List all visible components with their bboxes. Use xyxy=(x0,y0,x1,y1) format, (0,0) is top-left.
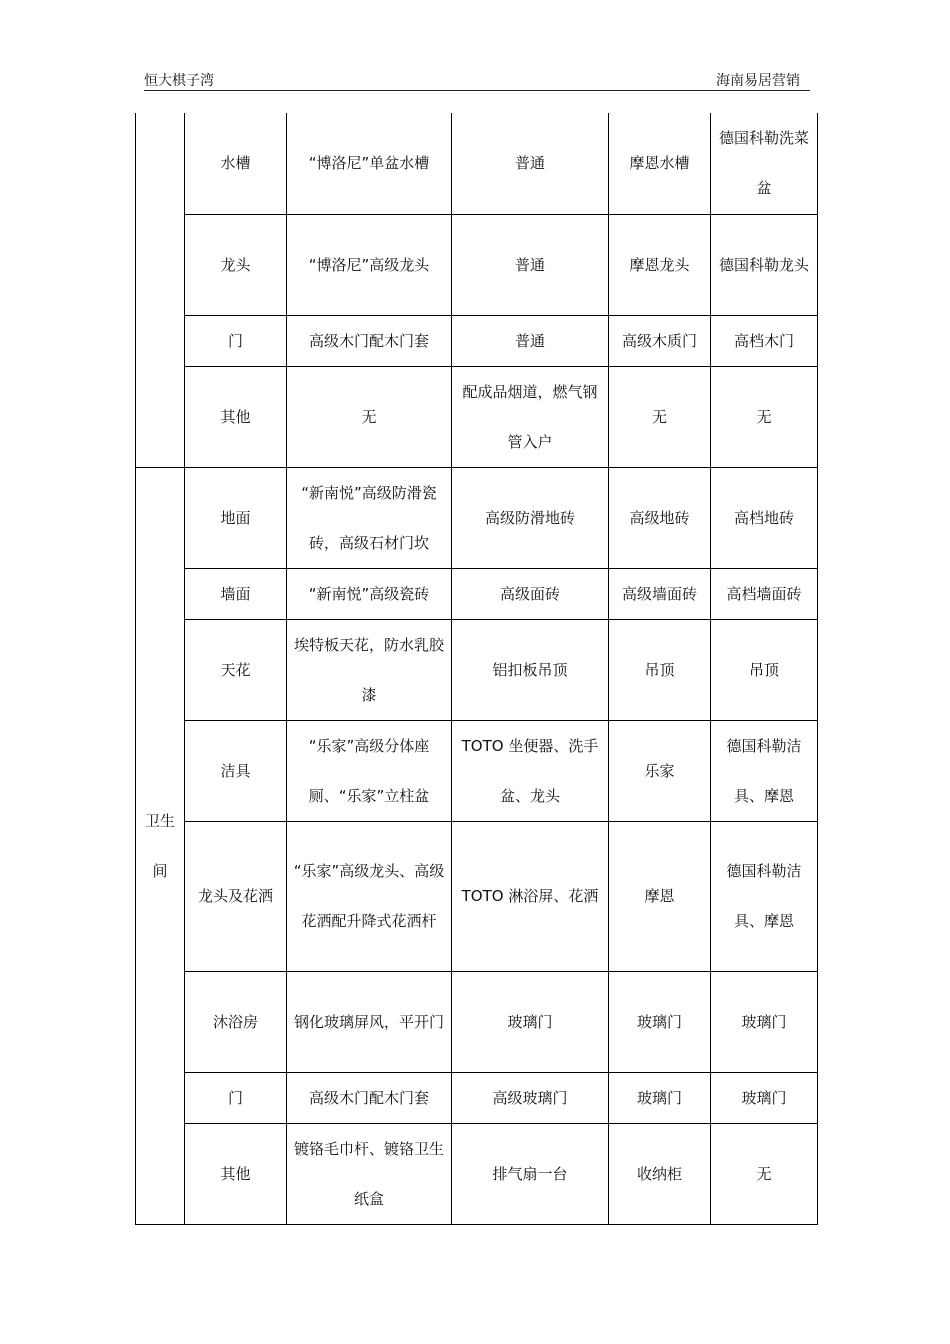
kitchen-group-cell xyxy=(136,113,185,467)
spec-cell: 玻璃门 xyxy=(452,971,609,1072)
item-cell: 龙头 xyxy=(185,214,287,315)
table-row xyxy=(136,1123,818,1224)
spec-cell: 玻璃门 xyxy=(711,971,818,1072)
table-row xyxy=(136,214,818,315)
spec-cell: 高级防滑地砖 xyxy=(452,467,609,568)
table-row xyxy=(136,113,818,214)
table-row xyxy=(136,720,818,821)
spec-cell: 无 xyxy=(287,366,452,467)
spec-cell: 高级墙面砖 xyxy=(609,568,711,619)
page-header xyxy=(144,66,810,91)
spec-cell: 高级木门配木门套 xyxy=(287,315,452,366)
table-row xyxy=(136,467,818,568)
item-cell: 墙面 xyxy=(185,568,287,619)
spec-cell: “乐家”高级龙头、高级花洒配升降式花洒杆 xyxy=(287,821,452,971)
table-row xyxy=(136,821,818,971)
header-project-name: 恒大棋子湾 xyxy=(144,73,214,89)
item-cell: 其他 xyxy=(185,1123,287,1224)
spec-cell: 铝扣板吊顶 xyxy=(452,619,609,720)
spec-cell: “新南悦”高级瓷砖 xyxy=(287,568,452,619)
item-cell: 沐浴房 xyxy=(185,971,287,1072)
specification-table xyxy=(135,113,818,1225)
spec-cell: 高级地砖 xyxy=(609,467,711,568)
spec-cell: 钢化玻璃屏风，平开门 xyxy=(287,971,452,1072)
table-row xyxy=(136,315,818,366)
spec-cell: 收纳柜 xyxy=(609,1123,711,1224)
spec-cell: 普通 xyxy=(452,214,609,315)
table-row xyxy=(136,619,818,720)
table-row xyxy=(136,971,818,1072)
spec-cell: 普通 xyxy=(452,113,609,214)
item-cell: 地面 xyxy=(185,467,287,568)
spec-cell: 吊顶 xyxy=(609,619,711,720)
item-cell: 天花 xyxy=(185,619,287,720)
spec-cell: 高级木质门 xyxy=(609,315,711,366)
spec-cell: 德国科勒洗菜盆 xyxy=(711,113,818,214)
spec-cell: 玻璃门 xyxy=(609,971,711,1072)
table-row xyxy=(136,1072,818,1123)
header-company-name: 海南易居营销 xyxy=(716,73,800,89)
spec-cell: 高档木门 xyxy=(711,315,818,366)
item-cell: 洁具 xyxy=(185,720,287,821)
spec-cell: 高档墙面砖 xyxy=(711,568,818,619)
spec-cell: 玻璃门 xyxy=(609,1072,711,1123)
spec-cell: 摩恩 xyxy=(609,821,711,971)
spec-cell: 德国科勒龙头 xyxy=(711,214,818,315)
table-row xyxy=(136,366,818,467)
spec-cell: TOTO 淋浴屏、花洒 xyxy=(452,821,609,971)
spec-cell: 德国科勒洁具、摩恩 xyxy=(711,821,818,971)
spec-cell: 高档地砖 xyxy=(711,467,818,568)
spec-cell: “乐家”高级分体座厕、“乐家”立柱盆 xyxy=(287,720,452,821)
spec-cell: 高级面砖 xyxy=(452,568,609,619)
spec-cell: 乐家 xyxy=(609,720,711,821)
spec-cell: 吊顶 xyxy=(711,619,818,720)
spec-cell: 玻璃门 xyxy=(711,1072,818,1123)
spec-cell: 摩恩龙头 xyxy=(609,214,711,315)
spec-cell: TOTO 坐便器、洗手盆、龙头 xyxy=(452,720,609,821)
spec-cell: “新南悦”高级防滑瓷砖，高级石材门坎 xyxy=(287,467,452,568)
spec-cell: 高级玻璃门 xyxy=(452,1072,609,1123)
spec-cell: 排气扇一台 xyxy=(452,1123,609,1224)
table-row xyxy=(136,568,818,619)
spec-cell: “博洛尼”高级龙头 xyxy=(287,214,452,315)
item-cell: 水槽 xyxy=(185,113,287,214)
spec-cell: 无 xyxy=(609,366,711,467)
spec-cell: 高级木门配木门套 xyxy=(287,1072,452,1123)
spec-cell: 无 xyxy=(711,1123,818,1224)
item-cell: 门 xyxy=(185,315,287,366)
spec-cell: 德国科勒洁具、摩恩 xyxy=(711,720,818,821)
spec-cell: “博洛尼”单盆水槽 xyxy=(287,113,452,214)
spec-cell: 镀铬毛巾杆、镀铬卫生纸盒 xyxy=(287,1123,452,1224)
spec-cell: 埃特板天花，防水乳胶漆 xyxy=(287,619,452,720)
item-cell: 其他 xyxy=(185,366,287,467)
item-cell: 门 xyxy=(185,1072,287,1123)
spec-cell: 配成品烟道，燃气钢管入户 xyxy=(452,366,609,467)
spec-cell: 无 xyxy=(711,366,818,467)
item-cell: 龙头及花洒 xyxy=(185,821,287,971)
spec-cell: 摩恩水槽 xyxy=(609,113,711,214)
spec-cell: 普通 xyxy=(452,315,609,366)
bathroom-group-cell: 卫生间 xyxy=(136,467,185,1224)
